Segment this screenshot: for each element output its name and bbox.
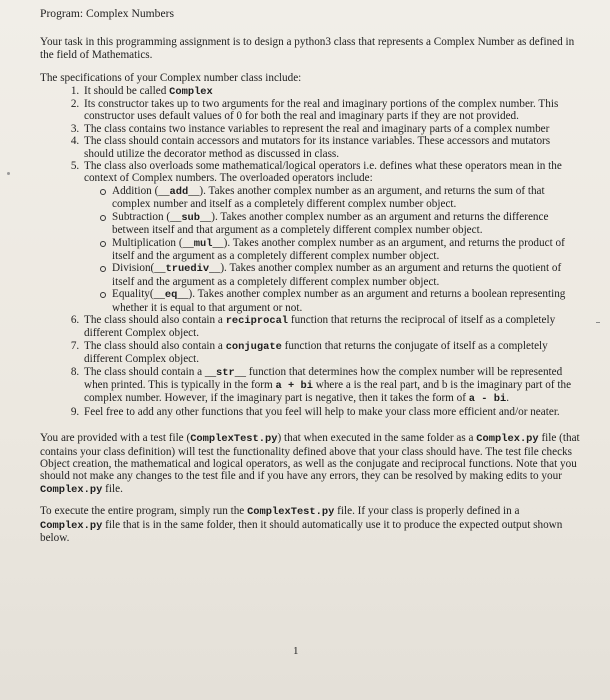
- document-body: [40, 8, 580, 544]
- operator-list: [84, 185, 580, 314]
- paper-speck: [596, 322, 600, 323]
- operator-item-sub: Subtraction (__sub__). Takes another complex number as an argument and returns the difference between itself and that argument as a completely different complex number object.: [102, 211, 580, 237]
- class-name-code: Complex: [169, 85, 213, 98]
- operator-item-mul: Multiplication (__mul__). Takes another complex number as an argument, and returns the product of itself and the argument as a completely different complex number object.: [102, 237, 580, 263]
- spec-list: [40, 85, 580, 419]
- operator-item-add: Addition (__add__). Takes another complex number as an argument, and returns the sum of that complex number and itself as a completely different complex number object.: [102, 185, 580, 211]
- spec-item-3: 3. The class contains two instance variables to represent the real and imaginary parts of a complex number: [82, 123, 580, 135]
- paper-speck: [7, 172, 10, 175]
- spec-item-4: 4. The class should contain accessors and mutators for its instance variables. These accessors and mutators should utilize the decorator method as discussed in class.: [82, 135, 580, 160]
- spec-item-9: 9. Feel free to add any other functions that you feel will help to make your class more efficient and/or neater.: [82, 406, 580, 418]
- spec-item-2: 2. Its constructor takes up to two arguments for the real and imaginary portions of the complex number. This constructor uses default values of 0 for both the real and imaginary parts if they are not provided.: [82, 98, 580, 123]
- spec-item-1: 1. It should be called Complex: [82, 85, 580, 98]
- spec-item-6: 6. The class should also contain a reciprocal function that returns the reciprocal of itself as a completely different Complex object.: [82, 314, 580, 340]
- spec-item-5: 5. The class also overloads some mathematical/logical operators i.e. defines what these operators mean in the context of Complex numbers. The overloaded operators include: Addition (__add__). Takes another complex number as an argument, and returns the sum of that complex number and itself as a completely different complex number object. Subtraction (__sub__). Takes another complex number as an argument and returns the difference between itself and that argument as a completely different complex number object. Multiplication (__mul__). Takes another complex number as an argument, and returns the product of itself and the argument as a completely different complex number object. Division(__truediv__). Takes another complex number as an argument and returns the quotient of itself and the argument as a completely different complex number object. Equality(__eq__). Takes another complex number as an argument and returns a boolean representing whether it is equal to that argument or not.: [82, 160, 580, 314]
- document-title: Program: Complex Numbers: [40, 7, 174, 20]
- page-number: 1: [293, 645, 299, 657]
- operator-item-eq: Equality(__eq__). Takes another complex number as an argument and returns a boolean representing whether it is equal to that argument or not.: [102, 288, 580, 314]
- spec-item-8: 8. The class should contain a __str__ function that determines how the complex number will be represented when printed. This is typically in the form a + bi where a is the real part, and b is the imaginary part of the complex number. However, if the imaginary part is negative, then it takes the form of a - bi.: [82, 366, 580, 406]
- intro-paragraph: Your task in this programming assignment is to design a python3 class that represents a Complex Number as defined in the field of Mathematics.: [40, 36, 575, 61]
- test-file-paragraph: You are provided with a test file (ComplexTest.py) that when executed in the same folder as a Complex.py file (that contains your class definition) will test the functionality defined above that your class should have. The test file checks Object creation, the mathematical and logical operators, as well as the conjugate and reciprocal functions. Note that you should not make any changes to the test file and if you have any errors, they can be resolved by making edits to your Complex.py file.: [40, 432, 580, 496]
- spec-heading: The specifications of your Complex number class include:: [40, 72, 302, 85]
- operator-item-truediv: Division(__truediv__). Takes another complex number as an argument and returns the quotient of itself and the argument as a completely different complex number object.: [102, 262, 580, 288]
- spec-item-7: 7. The class should also contain a conjugate function that returns the conjugate of itself as a completely different Complex object.: [82, 340, 580, 366]
- execution-paragraph: To execute the entire program, simply run the ComplexTest.py file. If your class is properly defined in a Complex.py file that is in the same folder, then it should automatically use it to produce the expected output shown below.: [40, 505, 563, 545]
